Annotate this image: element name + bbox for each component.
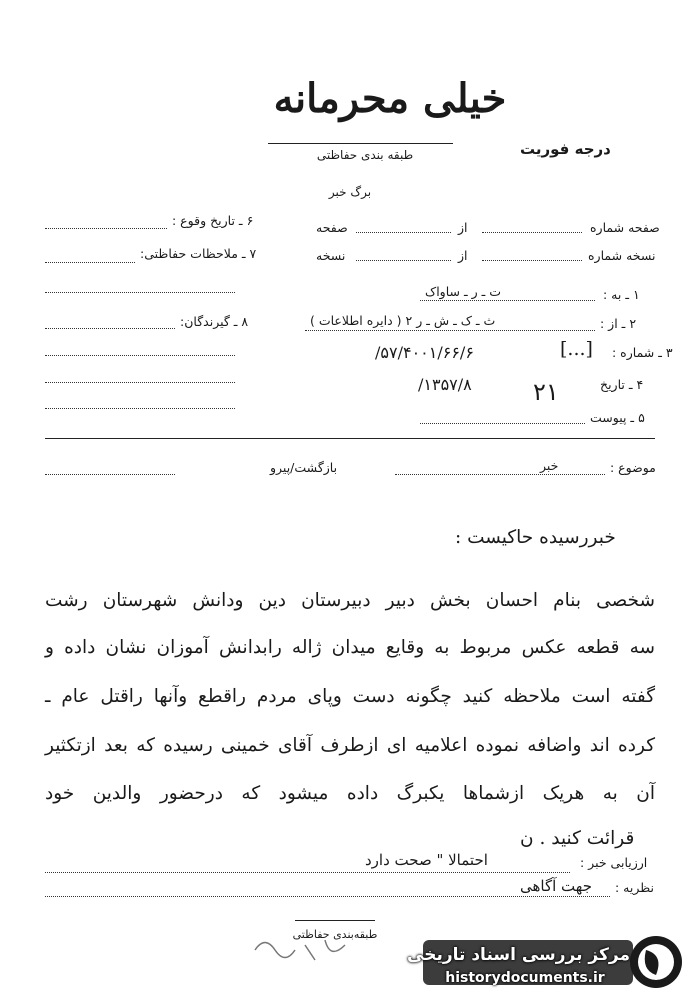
- body-line: سه قطعه عکس مربوط به وقایع میدان ژاله رابدانش آموزان نشان داده و: [45, 637, 655, 658]
- date-value: ۱۳۵۷/۸/: [418, 375, 472, 394]
- opinion-value: جهت آگاهی: [520, 877, 592, 895]
- footer-classification-label: طبقه‌بندی حفاظتی: [292, 928, 378, 941]
- evaluation-value: احتمالا " صحت دارد: [365, 851, 488, 869]
- form-name: برگ خبر: [328, 185, 372, 199]
- evaluation-label: ارزیابی خبر :: [580, 855, 648, 870]
- to-blank: [420, 300, 595, 301]
- archive-logo-url: historydocuments.ir: [445, 970, 605, 986]
- number-handwritten: [...]: [560, 338, 593, 360]
- document-title: خیلی محرمانه: [273, 75, 507, 122]
- page-number-label: صفحه شماره: [590, 220, 660, 235]
- to-label: ۱ ـ به :: [603, 287, 640, 302]
- recipients-blank-2: [45, 355, 235, 356]
- event-date-blank: [45, 228, 167, 229]
- followup-label: بازگشت/پیرو: [270, 460, 338, 475]
- number-value: ۵۷/۴۰۰۱/۶۶/۶/: [375, 343, 474, 362]
- archive-logo-text: مرکز بررسی اسناد تاریخی: [407, 945, 630, 965]
- page-from-label: از: [458, 220, 468, 235]
- copy-number-label: نسخه شماره: [588, 248, 656, 263]
- copy-from-label: از: [458, 248, 468, 263]
- security-notes-blank-2: [45, 292, 235, 293]
- opinion-label: نظریه :: [615, 880, 654, 895]
- from-blank: [305, 330, 595, 331]
- to-value: ت ـ ر ـ ساواک: [425, 284, 502, 299]
- body-line: کرده اند واضافه نموده اعلامیه ای ازطرف آقای خمینی رسیده که بعد ازتکثیر: [45, 735, 655, 756]
- copy-number-blank: [482, 260, 582, 261]
- subject-blank: [395, 474, 605, 475]
- body-greeting: خبررسیده حاکیست :: [455, 527, 616, 548]
- body-line: شخصی بنام احسان بخش دبیر دبیرستان دین ودانش شهرستان رشت: [45, 590, 655, 611]
- subject-label: موضوع :: [610, 460, 656, 475]
- copy-total-blank: [356, 260, 451, 261]
- opinion-blank: [45, 896, 610, 897]
- page-suffix-label: صفحه: [316, 220, 348, 235]
- page-number-blank: [482, 232, 582, 233]
- from-label: ۲ ـ از :: [600, 316, 637, 331]
- recipients-blank-4: [45, 408, 235, 409]
- evaluation-blank: [45, 872, 570, 873]
- page-total-blank: [356, 232, 451, 233]
- event-date-label: ۶ ـ تاریخ وقوع :: [172, 213, 254, 228]
- security-notes-label: ۷ ـ ملاحظات حفاظتی:: [140, 246, 257, 261]
- attachment-blank: [420, 423, 585, 424]
- security-notes-blank: [45, 262, 135, 263]
- recipients-label: ۸ ـ گیرندگان:: [180, 314, 249, 329]
- body-line: قرائت کنید . ن: [520, 828, 635, 849]
- recipients-blank-3: [45, 382, 235, 383]
- date-label: ۴ ـ تاریخ: [600, 377, 644, 392]
- date-handwritten: ۲۱: [533, 378, 559, 406]
- attachment-label: ۵ ـ پیوست: [590, 410, 645, 425]
- section-divider: [45, 438, 655, 439]
- body-line: آن به هریک ازشماها یکبرگ داده میشود که درحضور والدین خود: [45, 783, 655, 804]
- followup-blank: [45, 474, 175, 475]
- copy-suffix-label: نسخه: [316, 248, 346, 263]
- body-line: گفته است ملاحظه کنید چگونه دست وپای مردم راقطع وآنها راقتل عام ـ: [45, 686, 655, 707]
- footer-rule: [295, 920, 375, 921]
- classification-label: طبقه بندی حفاظتی: [316, 148, 414, 162]
- scribble-mark: [245, 930, 365, 970]
- urgency-label: درجه فوریت: [520, 140, 611, 158]
- number-label: ۳ ـ شماره :: [612, 345, 673, 360]
- subject-value: خبر: [540, 458, 559, 473]
- recipients-blank: [45, 328, 175, 329]
- from-value: ث ـ ک ـ ش ـ ر ۲ ( دایره اطلاعات ): [310, 313, 496, 328]
- classification-rule: [268, 143, 453, 144]
